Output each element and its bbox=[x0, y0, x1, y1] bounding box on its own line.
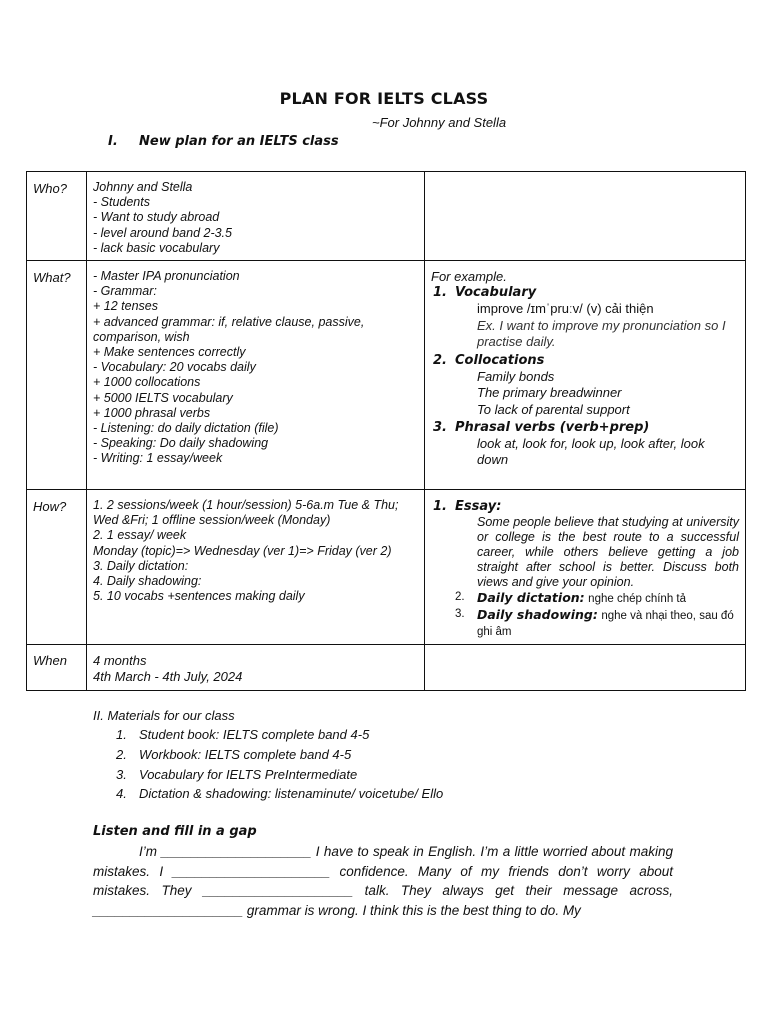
material-item bbox=[93, 727, 443, 747]
dictation-label: Daily dictation: bbox=[477, 590, 585, 606]
materials-list bbox=[93, 727, 443, 806]
shadowing-item bbox=[455, 607, 739, 640]
dictation-item bbox=[455, 590, 739, 607]
material-number: 4. bbox=[116, 786, 127, 802]
shadowing-number: 3. bbox=[455, 608, 465, 621]
dictation-text: nghe chép chính tả bbox=[588, 593, 687, 606]
example-number: 1. bbox=[433, 285, 447, 301]
what-line: - Vocabulary: 20 vocabs daily bbox=[93, 360, 256, 375]
example-title: Phrasal verbs (verb+prep) bbox=[455, 419, 650, 435]
essay-prompt: Some people believe that studying at university or college is the best route to a successful career, while others believe getting a job straight after school is better. Discuss both views and give your opinion. bbox=[477, 515, 739, 590]
who-content-cell bbox=[87, 172, 425, 261]
material-text: Dictation & shadowing: listenaminute/ voicetube/ Ello bbox=[139, 786, 444, 802]
section-heading-new-plan bbox=[108, 134, 339, 149]
material-text: Student book: IELTS complete band 4-5 bbox=[139, 727, 370, 742]
gap-text: I’m bbox=[139, 844, 162, 859]
gap-blank: ____________________ bbox=[161, 844, 312, 859]
how-line: 3. Daily dictation: bbox=[93, 558, 189, 573]
section-number: I. bbox=[108, 134, 118, 149]
what-label-cell bbox=[27, 261, 87, 490]
how-content-cell bbox=[87, 490, 425, 645]
example-item-heading bbox=[433, 352, 739, 369]
material-text: Vocabulary for IELTS PreIntermediate bbox=[139, 766, 358, 782]
how-detail-list bbox=[431, 498, 739, 640]
how-line: 5. 10 vocabs +sentences making daily bbox=[93, 589, 305, 604]
what-line: - Speaking: Do daily shadowing bbox=[93, 436, 269, 451]
row-label: When bbox=[33, 653, 67, 669]
essay-title: Essay: bbox=[455, 499, 502, 515]
essay-number: 1. bbox=[433, 499, 447, 515]
page-title: PLAN FOR IELTS CLASS bbox=[279, 89, 489, 108]
when-line: 4th March - 4th July, 2024 bbox=[93, 669, 243, 685]
how-detail-cell bbox=[425, 490, 746, 645]
material-item bbox=[93, 767, 443, 787]
row-label: What? bbox=[33, 270, 71, 286]
who-line: - Want to study abroad bbox=[93, 210, 220, 225]
example-item-heading bbox=[433, 284, 739, 301]
example-item-heading bbox=[433, 419, 739, 436]
when-content-cell bbox=[87, 645, 425, 691]
material-item bbox=[93, 747, 443, 767]
gap-text: I have to speak in English. I’m a little worried about making mistakes. I bbox=[93, 844, 673, 879]
what-line: - Master IPA pronunciation bbox=[93, 269, 240, 284]
example-line: improve /ɪmˈpruːv/ (v) cải thiện bbox=[477, 301, 654, 317]
material-item bbox=[93, 786, 443, 806]
shadowing-label: Daily shadowing: bbox=[477, 607, 598, 623]
listen-exercise-title: Listen and fill in a gap bbox=[93, 824, 257, 839]
gap-blank: ____________________ bbox=[203, 883, 354, 899]
what-line: - Listening: do daily dictation (file) bbox=[93, 421, 279, 436]
how-line: 1. 2 sessions/week (1 hour/session) 5-6a.m Tue & Thu; Wed &Fri; 1 offline session/week (Monday) bbox=[93, 498, 399, 528]
example-title: Collocations bbox=[455, 352, 545, 368]
row-how bbox=[27, 490, 746, 645]
what-line: - Writing: 1 essay/week bbox=[93, 451, 223, 466]
gap-blank: ____________________ bbox=[93, 902, 244, 918]
who-label-cell bbox=[27, 172, 87, 261]
row-label: Who? bbox=[33, 181, 67, 196]
who-empty-cell bbox=[425, 172, 746, 261]
who-line: - Students bbox=[93, 195, 150, 210]
how-line: 4. Daily shadowing: bbox=[93, 574, 202, 589]
what-line: + 5000 IELTS vocabulary bbox=[93, 390, 233, 405]
section-heading-materials: II. Materials for our class bbox=[93, 708, 235, 723]
section-label: New plan for an IELTS class bbox=[139, 134, 339, 149]
example-number: 3. bbox=[433, 419, 447, 435]
what-line: + 1000 phrasal verbs bbox=[93, 405, 211, 420]
when-line: 4 months bbox=[93, 653, 147, 669]
example-line: look at, look for, look up, look after, look down bbox=[477, 435, 705, 468]
what-line: + Make sentences correctly bbox=[93, 345, 246, 360]
what-example-cell bbox=[425, 261, 746, 490]
when-empty-cell bbox=[425, 645, 746, 691]
how-label-cell bbox=[27, 490, 87, 645]
row-when bbox=[27, 645, 746, 691]
material-number: 1. bbox=[116, 727, 127, 742]
row-who bbox=[27, 172, 746, 261]
dictation-number: 2. bbox=[455, 591, 465, 604]
when-label-cell bbox=[27, 645, 87, 691]
gap-text: talk. They always get their message across, bbox=[353, 883, 673, 899]
plan-table bbox=[26, 171, 746, 691]
material-number: 3. bbox=[116, 766, 127, 782]
what-line: + advanced grammar: if, relative clause, passive, comparison, wish bbox=[93, 314, 365, 344]
page-subtitle: ~For Johnny and Stella bbox=[372, 115, 507, 130]
example-list bbox=[431, 284, 739, 469]
who-line: Johnny and Stella bbox=[93, 180, 193, 194]
example-heading: For example. bbox=[431, 269, 507, 285]
material-number: 2. bbox=[116, 746, 127, 762]
example-line: The primary breadwinner bbox=[477, 385, 622, 401]
row-label: How? bbox=[33, 499, 67, 515]
example-line: Family bonds bbox=[477, 368, 555, 384]
gap-blank: _____________________ bbox=[172, 863, 331, 879]
what-content-cell bbox=[87, 261, 425, 490]
gap-text: confidence. Many of my friends don’t worry about mistakes. They bbox=[93, 863, 673, 899]
material-text: Workbook: IELTS complete band 4-5 bbox=[139, 746, 352, 762]
who-line: - level around band 2-3.5 bbox=[93, 225, 232, 240]
gap-fill-paragraph bbox=[93, 842, 673, 920]
example-number: 2. bbox=[433, 352, 447, 368]
essay-heading bbox=[433, 498, 739, 515]
shadowing-text: nghe và nhại theo, sau đó ghi âm bbox=[477, 610, 734, 639]
example-line: To lack of parental support bbox=[477, 401, 630, 417]
row-what bbox=[27, 261, 746, 490]
who-line: - lack basic vocabulary bbox=[93, 240, 220, 255]
what-line: + 1000 collocations bbox=[93, 375, 201, 390]
how-line: Monday (topic)=> Wednesday (ver 1)=> Friday (ver 2) bbox=[93, 543, 392, 558]
example-line: Ex. I want to improve my pronunciation so I practise daily. bbox=[477, 317, 726, 350]
what-line: + 12 tenses bbox=[93, 299, 158, 314]
gap-text: grammar is wrong. I think this is the best thing to do. My bbox=[243, 902, 581, 918]
what-line: - Grammar: bbox=[93, 284, 157, 299]
example-title: Vocabulary bbox=[455, 285, 537, 301]
how-line: 2. 1 essay/ week bbox=[93, 528, 187, 543]
